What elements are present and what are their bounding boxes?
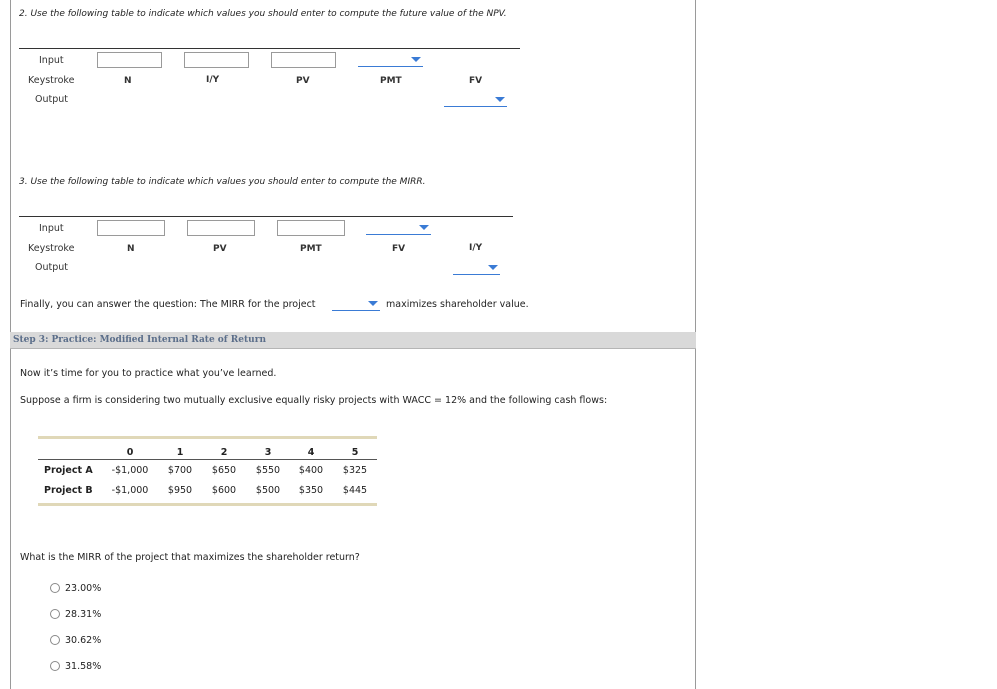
table-cell: $350	[298, 485, 324, 496]
cash-flow-table	[38, 436, 377, 506]
table-cell: $950	[167, 485, 193, 496]
q2-prompt: 2. Use the following table to indicate which values you should enter to compute the future value of the NPV.	[19, 9, 507, 19]
table-cell: -$1,000	[111, 485, 149, 496]
table-cell: $550	[255, 465, 281, 476]
option-label-4: 31.58%	[65, 661, 102, 672]
year-header: 4	[307, 447, 315, 458]
table-cell: $445	[342, 485, 368, 496]
table-cell: -$1,000	[111, 465, 149, 476]
chevron-down-icon	[368, 301, 378, 306]
option-radio-3[interactable]	[50, 635, 60, 645]
q2-keystroke-pmt: PMT	[380, 76, 402, 86]
option-label-3: 30.62%	[65, 635, 102, 646]
practice-intro: Now it’s time for you to practice what you’ve learned.	[20, 368, 277, 379]
q2-output-fv-dropdown[interactable]	[444, 94, 507, 107]
table-row-label: Project B	[44, 485, 93, 496]
q3-keystroke-n: N	[127, 244, 135, 254]
step-title: Step 3: Practice: Modified Internal Rate of Return	[13, 335, 266, 345]
q2-input-pv[interactable]	[271, 52, 336, 68]
q2-input-pmt-dropdown[interactable]	[358, 54, 423, 67]
year-header: 0	[126, 447, 134, 458]
table-cell: $650	[211, 465, 237, 476]
q2-keystroke-iy: I/Y	[206, 75, 220, 85]
table-cell: $400	[298, 465, 324, 476]
chevron-down-icon	[495, 97, 505, 102]
chevron-down-icon	[419, 225, 429, 230]
q2-keystroke-pv: PV	[296, 76, 310, 86]
year-header: 2	[220, 447, 228, 458]
q2-input-iy[interactable]	[184, 52, 249, 68]
q3-keystroke-pmt: PMT	[300, 244, 322, 254]
q3-keystroke-fv: FV	[392, 244, 406, 254]
q3-input-pmt[interactable]	[277, 220, 345, 236]
q3-finally-suffix: maximizes shareholder value.	[386, 299, 529, 310]
option-label-1: 23.00%	[65, 583, 102, 594]
q2-row-keystroke-label: Keystroke	[28, 75, 75, 86]
q3-input-pv[interactable]	[187, 220, 255, 236]
q3-finally-prefix: Finally, you can answer the question: The MIRR for the project	[20, 299, 316, 310]
q3-output-iy-dropdown[interactable]	[453, 262, 500, 275]
table-cell: $700	[167, 465, 193, 476]
q3-table-rule	[19, 216, 513, 217]
q2-row-input-label: Input	[39, 55, 64, 66]
table-cell: $325	[342, 465, 368, 476]
q3-row-input-label: Input	[39, 223, 64, 234]
q3-keystroke-iy: I/Y	[469, 243, 483, 253]
q3-prompt: 3. Use the following table to indicate which values you should enter to compute the MIRR.	[19, 177, 426, 187]
q3-project-dropdown[interactable]	[332, 298, 380, 311]
table-top-rule	[38, 436, 377, 439]
q2-input-n[interactable]	[97, 52, 162, 68]
option-radio-1[interactable]	[50, 583, 60, 593]
q2-keystroke-n: N	[124, 76, 132, 86]
practice-scenario: Suppose a firm is considering two mutually exclusive equally risky projects with WACC = 12% and the following cash flows:	[20, 395, 608, 406]
year-header: 3	[264, 447, 272, 458]
year-header: 5	[351, 447, 359, 458]
table-header-rule	[38, 459, 377, 460]
chevron-down-icon	[411, 57, 421, 62]
chevron-down-icon	[488, 265, 498, 270]
q3-keystroke-pv: PV	[213, 244, 227, 254]
q3-row-keystroke-label: Keystroke	[28, 243, 75, 254]
q2-keystroke-fv: FV	[469, 76, 483, 86]
option-radio-4[interactable]	[50, 661, 60, 671]
table-cell: $500	[255, 485, 281, 496]
q3-input-fv-dropdown[interactable]	[366, 222, 431, 235]
table-cell: $600	[211, 485, 237, 496]
table-row-label: Project A	[44, 465, 93, 476]
q3-row-output-label: Output	[35, 262, 68, 273]
q3-input-n[interactable]	[97, 220, 165, 236]
step-header-bar	[10, 332, 696, 349]
option-label-2: 28.31%	[65, 609, 102, 620]
q2-row-output-label: Output	[35, 94, 68, 105]
q2-table-rule	[19, 48, 520, 49]
option-radio-2[interactable]	[50, 609, 60, 619]
practice-question: What is the MIRR of the project that maximizes the shareholder return?	[20, 552, 360, 563]
year-header: 1	[176, 447, 184, 458]
table-bottom-rule	[38, 503, 377, 506]
